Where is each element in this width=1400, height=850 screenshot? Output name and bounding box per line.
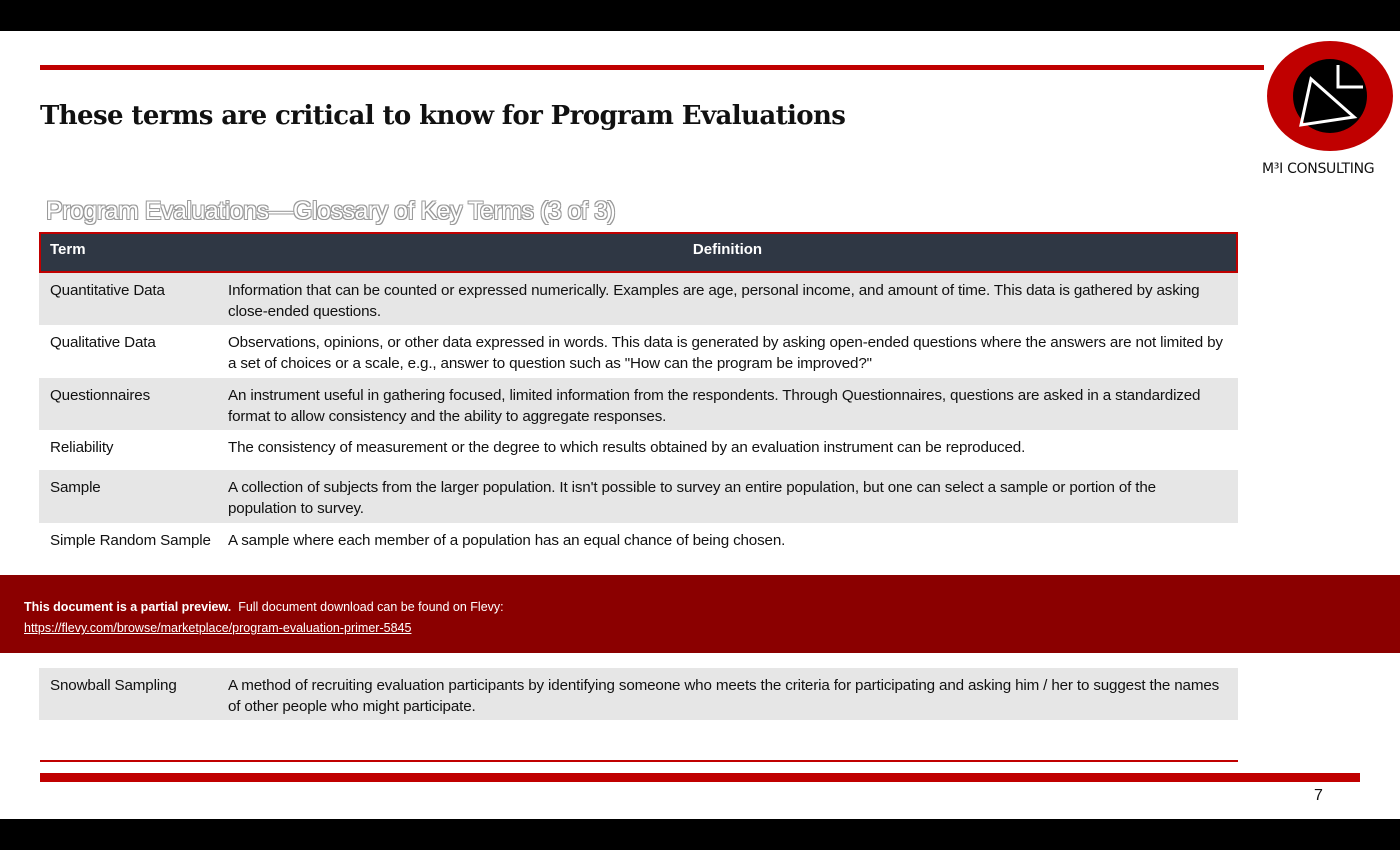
definition-cell: The consistency of measurement or the degree to which results obtained by an evaluation instrument can be reproduced.	[228, 439, 1026, 456]
term-cell: Questionnaires	[50, 387, 151, 404]
table-row	[39, 430, 1238, 470]
slide	[0, 31, 1400, 819]
top-red-rule	[40, 65, 1264, 70]
glossary-subtitle: Program Evaluations—Glossary of Key Terms (3 of 3)	[46, 197, 616, 225]
table-header	[39, 232, 1238, 273]
table-row	[39, 378, 1238, 430]
logo-triangle-icon	[1293, 59, 1367, 133]
table-row	[39, 470, 1238, 523]
m3i-logo	[1267, 41, 1393, 151]
definition-cell: Observations, opinions, or other data expressed in words. This data is generated by asking open-ended questions where the answers are not limited by a set of choices or a scale, e.g., answer to question such as "How can the program be improved?"	[228, 334, 1223, 372]
definition-cell: A sample where each member of a population has an equal chance of being chosen.	[228, 532, 786, 549]
definition-cell: A method of recruiting evaluation participants by identifying someone who meets the criteria for participating and asking him / her to suggest the names of other people who might participate.	[228, 677, 1220, 715]
term-cell: Simple Random Sample	[50, 532, 211, 549]
table-row	[39, 273, 1238, 325]
bottom-thick-red-rule	[40, 773, 1360, 782]
term-cell: Qualitative Data	[50, 334, 156, 351]
top-letterbox-bar	[0, 0, 1400, 31]
glossary-table	[39, 232, 1238, 575]
column-header-definition: Definition	[692, 241, 763, 258]
table-row	[39, 668, 1238, 720]
term-cell: Quantitative Data	[50, 282, 165, 299]
bottom-thin-red-rule	[40, 760, 1238, 762]
flevy-download-link[interactable]: https://flevy.com/browse/marketplace/program-evaluation-primer-5845	[24, 621, 412, 635]
preview-banner	[0, 575, 1400, 653]
table-row	[39, 523, 1238, 575]
column-header-term: Term	[50, 241, 86, 258]
table-row	[39, 325, 1238, 378]
banner-bold-text: This document is a partial preview.	[24, 600, 232, 614]
term-cell: Sample	[50, 479, 101, 496]
bottom-letterbox-bar	[0, 819, 1400, 850]
page-number: 7	[1314, 787, 1323, 804]
page-title: These terms are critical to know for Program Evaluations	[40, 101, 846, 131]
definition-cell: A collection of subjects from the larger population. It isn't possible to survey an entire population, but one can select a sample or portion of the population to survey.	[228, 479, 1156, 517]
term-cell: Snowball Sampling	[50, 677, 177, 694]
definition-cell: Information that can be counted or expressed numerically. Examples are age, personal income, and amount of time. This data is gathered by asking close-ended questions.	[228, 282, 1200, 320]
banner-text: Full document download can be found on Flevy:	[238, 600, 504, 614]
definition-cell: An instrument useful in gathering focused, limited information from the respondents. Through Questionnaires, questions are asked in a standardized format to allow consistency and the ability to aggregate responses.	[228, 387, 1201, 425]
logo-text: M³I CONSULTING	[1262, 161, 1375, 177]
term-cell: Reliability	[50, 439, 114, 456]
